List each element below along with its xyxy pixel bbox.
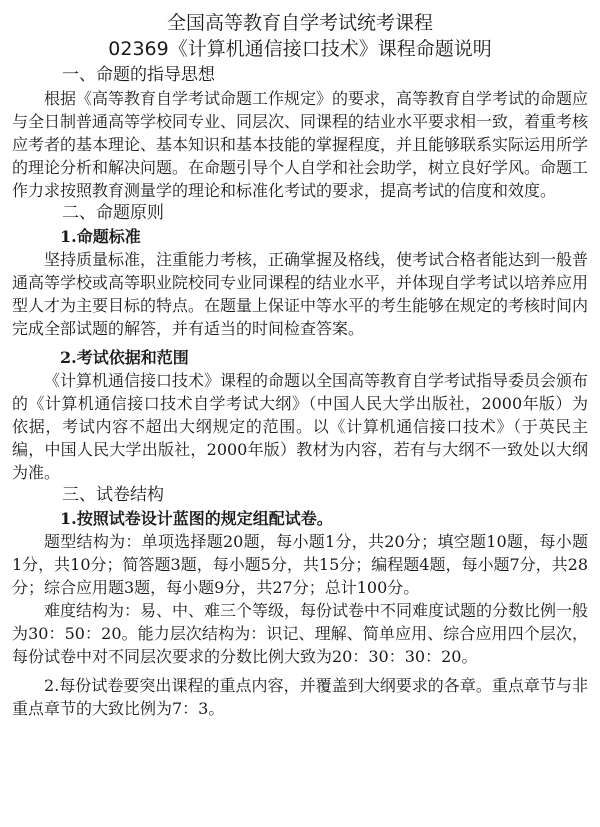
subheading-standard: 1.命题标准	[60, 227, 141, 246]
paragraph-key-content: 2.每份试卷要突出课程的重点内容，并覆盖到大纲要求的各章。重点章节与非重点章节的大致比例为7：3。	[12, 676, 588, 718]
section-heading-principles: 二、命题原则	[62, 203, 164, 223]
paragraph-guiding-ideology: 根据《高等教育自学考试命题工作规定》的要求，高等教育自学考试的命题应与全日制普通高等学校同专业、同层次、同课程的结业水平要求相一致，着重考核应考者的基本理论、基本知识和基本技能的掌握程度，并且能够联系实际运用所学的理论分析和解决问题。在命题引导个人自学和社会助学，树立良好学风。命题工作力求按照教育测量学的理论和标准化考试的要求，提高考试的信度和效度。	[12, 89, 589, 200]
paragraph-question-types: 题型结构为：单项选择题20题，每小题1分，共20分；填空题10题，每小题1分，共10分；简答题3题，每小题5分，共15分；编程题4题，每小题7分，共28分；综合应用题3题，每小题9分，共27分；总计100分。	[12, 532, 588, 597]
subheading-basis-scope: 2.考试依据和范围	[60, 348, 189, 367]
section-heading-structure: 三、试卷结构	[62, 485, 164, 505]
subheading-blueprint: 1.按照试卷设计蓝图的规定组配试卷。	[60, 509, 333, 528]
paragraph-standard: 坚持质量标准，注重能力考核，正确掌握及格线，使考试合格者能达到一般普通高等学校或高等职业院校同专业同课程的结业水平，并体现自学考试以培养应用型人才为主要目标的特点。在题量上保证中等水平的考生能够在规定的考核时间内完成全部试题的解答，并有适当的时间检查答案。	[12, 250, 589, 338]
document-title: 全国高等教育自学考试统考课程	[166, 12, 433, 34]
paragraph-difficulty: 难度结构为：易、中、难三个等级，每份试卷中不同难度试题的分数比例一般为30：50：20。能力层次结构为：识记、理解、简单应用、综合应用四个层次，每份试卷中对不同层次要求的分数比例大致为20：30：30：20。	[12, 601, 589, 666]
paragraph-basis-scope: 《计算机通信接口技术》课程的命题以全国高等教育自学考试指导委员会颁布的《计算机通信接口技术自学考试大纲》（中国人民大学出版社，2000年版）为依据，考试内容不超出大纲规定的范围。以《计算机通信接口技术》（于英民主编，中国人民大学出版社，2000年版）教材为内容，若有与大纲不一致处以大纲为准。	[12, 371, 589, 482]
section-heading-guiding-ideology: 一、命题的指导思想	[62, 65, 215, 85]
document-subtitle: 02369《计算机通信接口技术》课程命题说明	[108, 38, 492, 60]
